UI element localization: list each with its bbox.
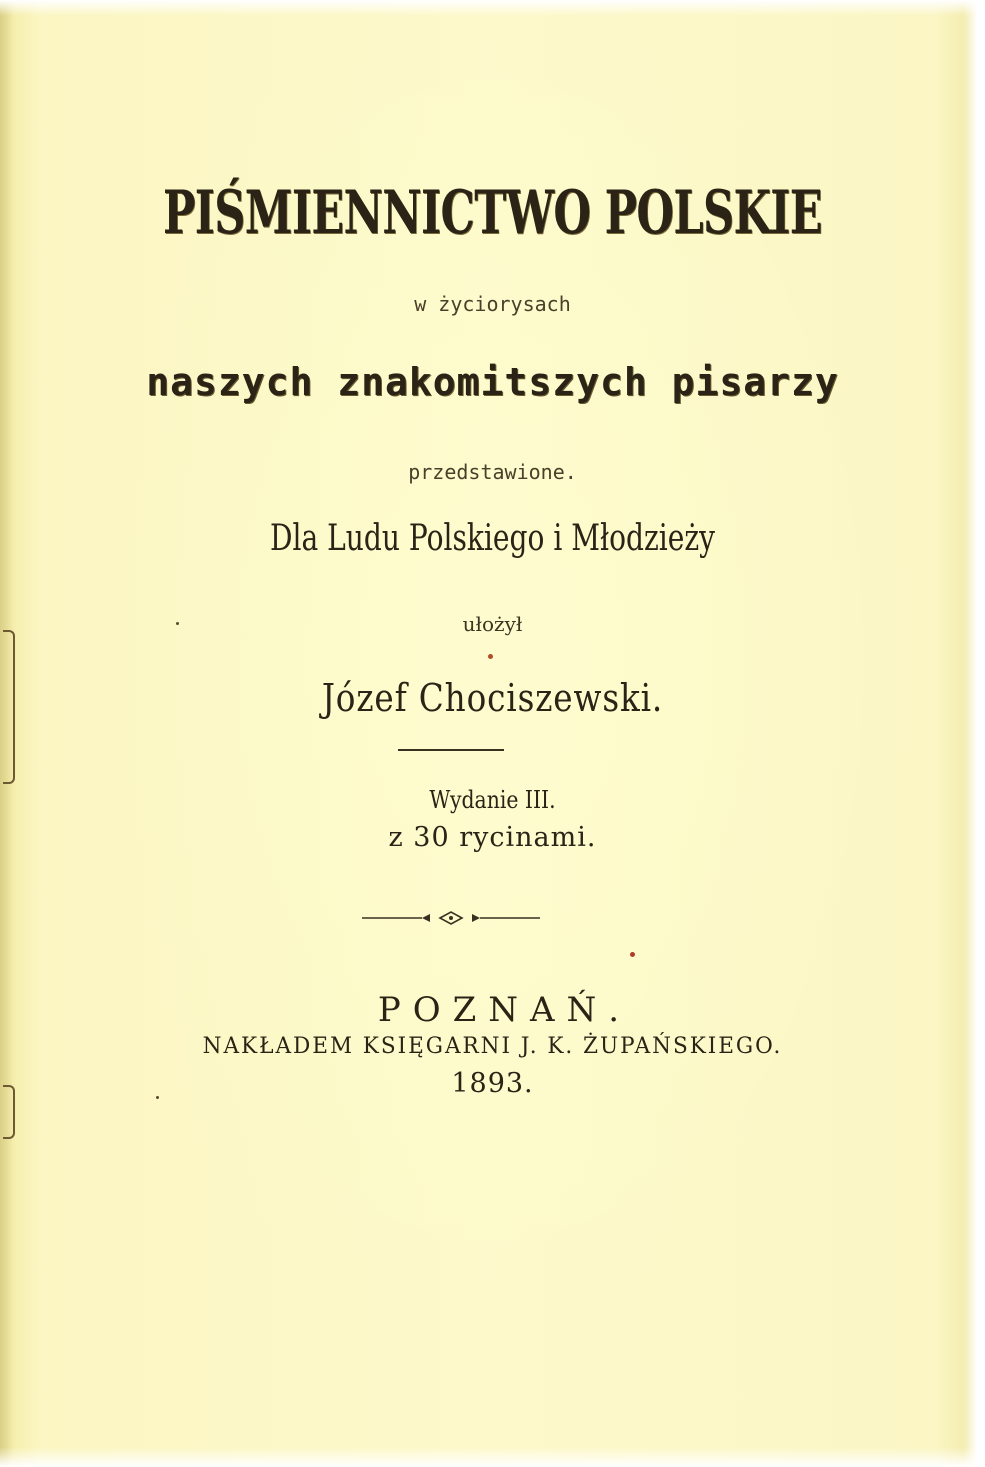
paper-edge-bottom (0, 1447, 985, 1467)
publication-city: POZNAŃ. (377, 990, 632, 1030)
paper-edge-right (963, 0, 985, 1467)
publisher-imprint: NAKŁADEM KSIĘGARNI J. K. ŻUPAŃSKIEGO. (202, 1034, 783, 1059)
edition-label: Wydanie III. (429, 786, 556, 814)
ink-speck (156, 1096, 159, 1099)
illustrations-note: z 30 rycinami. (388, 822, 597, 853)
book-title: PIŚMIENNICTWO POLSKIE (162, 178, 823, 248)
compiled-by-label: ułożył (462, 612, 523, 636)
subtitle-line-3: przedstawione. (408, 460, 577, 484)
ornamental-divider-icon (360, 908, 542, 928)
author-name: Józef Chociszewski. (321, 676, 664, 720)
publication-year: 1893. (451, 1068, 534, 1099)
ink-speck (176, 622, 179, 625)
subtitle-line-1: w życiorysach (414, 292, 571, 316)
audience-dedication: Dla Ludu Polskiego i Młodzieży (269, 518, 716, 559)
ink-speck (488, 654, 493, 659)
ink-speck (630, 952, 635, 957)
paper-edge-top (0, 0, 985, 16)
binding-stitch-mark (3, 630, 15, 784)
divider-rule (398, 749, 504, 751)
subtitle-line-2: naszych znakomitszych pisarzy (146, 360, 839, 404)
